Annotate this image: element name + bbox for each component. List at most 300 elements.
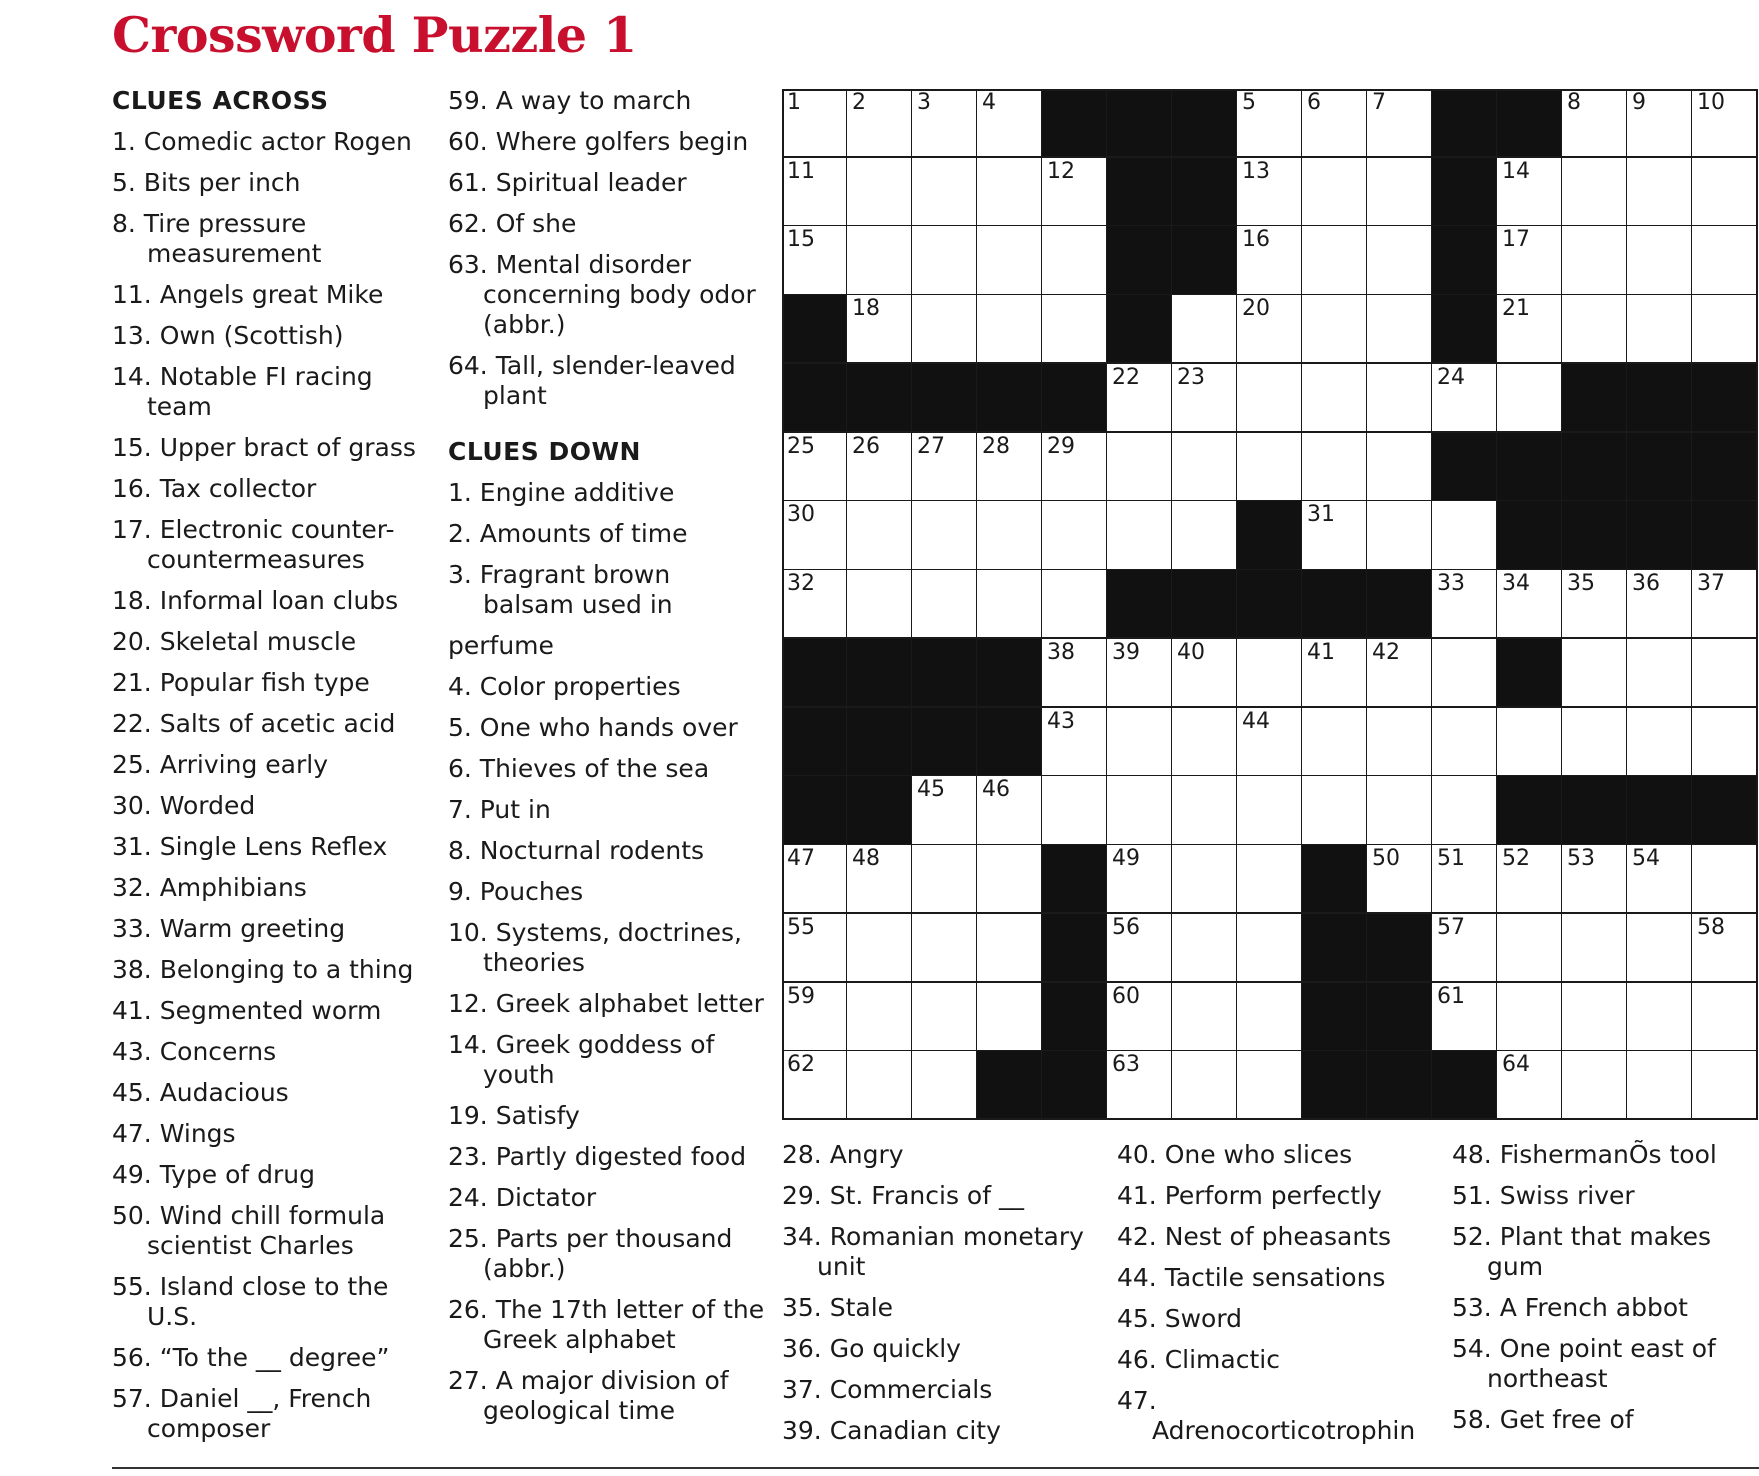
clue-item: 6. Thieves of the sea: [448, 754, 710, 783]
answer-square[interactable]: [1042, 433, 1108, 502]
answer-square[interactable]: [1172, 295, 1238, 364]
answer-square[interactable]: [977, 226, 1043, 295]
black-square: [1432, 226, 1498, 295]
answer-square[interactable]: [1692, 983, 1758, 1052]
square-number: 14: [1502, 158, 1530, 184]
clue-item: 14. Greek goddess of youth: [448, 1030, 715, 1089]
clue-item: 1. Comedic actor Rogen: [112, 127, 412, 156]
answer-square[interactable]: [977, 776, 1043, 845]
clue-item: 52. Plant that makes gum: [1452, 1222, 1712, 1281]
clue-item: 13. Own (Scottish): [112, 321, 344, 350]
clue-item: 36. Go quickly: [782, 1334, 961, 1363]
black-square: [1497, 776, 1563, 845]
black-square: [782, 295, 848, 364]
black-square: [847, 776, 913, 845]
clue-item: 30. Worded: [112, 791, 256, 820]
answer-square[interactable]: [1237, 158, 1303, 227]
clue-item: 42. Nest of pheasants: [1117, 1222, 1392, 1251]
answer-square[interactable]: [1367, 158, 1433, 227]
square-number: 23: [1177, 364, 1205, 390]
answer-square[interactable]: [977, 89, 1043, 158]
across-clue-list-1: [112, 127, 427, 1444]
answer-square[interactable]: [1432, 983, 1498, 1052]
clue-item: 34. Romanian monetary unit: [782, 1222, 1084, 1281]
clue-item: 2. Amounts of time: [448, 519, 688, 548]
clues-down-column-2: [782, 1140, 1092, 1457]
answer-square[interactable]: [1497, 983, 1563, 1052]
clue-item: 11. Angels great Mike: [112, 280, 384, 309]
answer-square[interactable]: [847, 226, 913, 295]
square-number: 8: [1567, 90, 1581, 115]
clue-item: 45. Sword: [1117, 1304, 1243, 1333]
answer-square[interactable]: [1042, 570, 1108, 639]
answer-square[interactable]: [1497, 295, 1563, 364]
clue-item: 24. Dictator: [448, 1183, 597, 1212]
answer-square[interactable]: [1302, 158, 1368, 227]
square-number: 15: [787, 227, 815, 253]
down-clue-list-3: [1117, 1140, 1427, 1446]
answer-square[interactable]: [1107, 364, 1173, 433]
clue-item: 63. Mental disorder concerning body odor (abbr.): [448, 250, 756, 339]
clue-item: 62. Of she: [448, 209, 577, 238]
answer-square[interactable]: [1497, 914, 1563, 983]
answer-square[interactable]: [1432, 501, 1498, 570]
square-number: 54: [1632, 846, 1660, 872]
black-square: [1172, 226, 1238, 295]
clues-down-column-3: [1117, 1140, 1427, 1457]
answer-square[interactable]: [1562, 639, 1628, 708]
square-number: 43: [1047, 708, 1075, 734]
black-square: [1627, 501, 1693, 570]
square-number: 52: [1502, 846, 1530, 872]
square-number: 28: [982, 433, 1010, 459]
answer-square[interactable]: [1302, 295, 1368, 364]
square-number: 27: [917, 433, 945, 459]
answer-square[interactable]: [847, 845, 913, 914]
answer-square[interactable]: [1107, 914, 1173, 983]
square-number: 9: [1632, 90, 1646, 115]
answer-square[interactable]: [847, 89, 913, 158]
clue-item: 22. Salts of acetic acid: [112, 709, 396, 738]
answer-square[interactable]: [782, 433, 848, 502]
clue-item: 20. Skeletal muscle: [112, 627, 357, 656]
answer-square[interactable]: [1172, 776, 1238, 845]
answer-square[interactable]: [1367, 845, 1433, 914]
black-square: [1497, 89, 1563, 158]
clue-item: 33. Warm greeting: [112, 914, 346, 943]
answer-square[interactable]: [1627, 89, 1693, 158]
clue-item: 48. FishermanÕs tool: [1452, 1140, 1717, 1169]
answer-square[interactable]: [1497, 708, 1563, 777]
answer-square[interactable]: [1497, 1051, 1563, 1120]
answer-square[interactable]: [912, 983, 978, 1052]
down-clue-list-1: [448, 478, 768, 1426]
square-number: 39: [1112, 639, 1140, 665]
black-square: [1237, 501, 1303, 570]
answer-square[interactable]: [1042, 708, 1108, 777]
answer-square[interactable]: [1107, 433, 1173, 502]
answer-square[interactable]: [782, 1051, 848, 1120]
clue-item: 53. A French abbot: [1452, 1293, 1688, 1322]
answer-square[interactable]: [1367, 708, 1433, 777]
clue-item: 18. Informal loan clubs: [112, 586, 399, 615]
answer-square[interactable]: [1302, 364, 1368, 433]
answer-square[interactable]: [1627, 708, 1693, 777]
black-square: [1302, 1051, 1368, 1120]
clue-item: 45. Audacious: [112, 1078, 289, 1107]
black-square: [1107, 89, 1173, 158]
clue-item: 55. Island close to the U.S.: [112, 1272, 389, 1331]
square-number: 47: [787, 846, 815, 872]
answer-square[interactable]: [1562, 708, 1628, 777]
answer-square[interactable]: [1367, 433, 1433, 502]
black-square: [1432, 433, 1498, 502]
answer-square[interactable]: [1692, 639, 1758, 708]
answer-square[interactable]: [1432, 776, 1498, 845]
footer-divider: [112, 1467, 1759, 1469]
clue-item: 40. One who slices: [1117, 1140, 1353, 1169]
black-square: [1562, 501, 1628, 570]
black-square: [1432, 89, 1498, 158]
answer-square[interactable]: [1562, 89, 1628, 158]
square-number: 2: [852, 90, 866, 115]
clues-across-column-1: [112, 86, 427, 1455]
black-square: [847, 708, 913, 777]
answer-square[interactable]: [1172, 845, 1238, 914]
answer-square[interactable]: [1627, 158, 1693, 227]
answer-square[interactable]: [1367, 295, 1433, 364]
clue-item: 4. Color properties: [448, 672, 681, 701]
black-square: [977, 1051, 1043, 1120]
answer-square[interactable]: [1237, 226, 1303, 295]
square-number: 25: [787, 433, 815, 459]
answer-square[interactable]: [782, 226, 848, 295]
clue-item: 61. Spiritual leader: [448, 168, 687, 197]
black-square: [977, 364, 1043, 433]
answer-square[interactable]: [1367, 501, 1433, 570]
answer-square[interactable]: [1432, 570, 1498, 639]
clue-item: 44. Tactile sensations: [1117, 1263, 1386, 1292]
answer-square[interactable]: [1367, 364, 1433, 433]
answer-square[interactable]: [1172, 639, 1238, 708]
answer-square[interactable]: [1107, 639, 1173, 708]
square-number: 63: [1112, 1052, 1140, 1078]
square-number: 11: [787, 158, 815, 184]
answer-square[interactable]: [1497, 364, 1563, 433]
answer-square[interactable]: [1692, 914, 1758, 983]
answer-square[interactable]: [847, 295, 913, 364]
square-number: 41: [1307, 639, 1335, 665]
answer-square[interactable]: [1237, 364, 1303, 433]
answer-square[interactable]: [1237, 845, 1303, 914]
answer-square[interactable]: [1302, 639, 1368, 708]
black-square: [1497, 501, 1563, 570]
answer-square[interactable]: [912, 158, 978, 227]
answer-square[interactable]: [1367, 226, 1433, 295]
answer-square[interactable]: [782, 158, 848, 227]
answer-square[interactable]: [847, 501, 913, 570]
answer-square[interactable]: [1562, 845, 1628, 914]
square-number: 26: [852, 433, 880, 459]
answer-square[interactable]: [782, 89, 848, 158]
answer-square[interactable]: [1692, 89, 1758, 158]
answer-square[interactable]: [1302, 501, 1368, 570]
black-square: [1302, 570, 1368, 639]
clue-item: 25. Parts per thousand (abbr.): [448, 1224, 733, 1283]
down-clue-list-2: [782, 1140, 1092, 1446]
answer-square[interactable]: [1562, 914, 1628, 983]
answer-square[interactable]: [1302, 226, 1368, 295]
puzzle-title: Crossword Puzzle 1: [112, 6, 637, 64]
clue-item: 46. Climactic: [1117, 1345, 1280, 1374]
answer-square[interactable]: [782, 501, 848, 570]
square-number: 44: [1242, 708, 1270, 734]
answer-square[interactable]: [1172, 983, 1238, 1052]
answer-square[interactable]: [1627, 295, 1693, 364]
clue-item: 1. Engine additive: [448, 478, 675, 507]
answer-square[interactable]: [912, 226, 978, 295]
answer-square[interactable]: [977, 501, 1043, 570]
answer-square[interactable]: [1562, 226, 1628, 295]
black-square: [1172, 89, 1238, 158]
answer-square[interactable]: [1042, 158, 1108, 227]
answer-square[interactable]: [1497, 570, 1563, 639]
black-square: [1302, 914, 1368, 983]
answer-square[interactable]: [1562, 1051, 1628, 1120]
answer-square[interactable]: [1172, 364, 1238, 433]
clue-item: 15. Upper bract of grass: [112, 433, 416, 462]
answer-square[interactable]: [1302, 776, 1368, 845]
clue-item: 38. Belonging to a thing: [112, 955, 414, 984]
answer-square[interactable]: [782, 570, 848, 639]
answer-square[interactable]: [977, 570, 1043, 639]
black-square: [1497, 639, 1563, 708]
answer-square[interactable]: [1172, 1051, 1238, 1120]
answer-square[interactable]: [1692, 158, 1758, 227]
answer-square[interactable]: [1692, 1051, 1758, 1120]
square-number: 4: [982, 90, 996, 115]
square-number: 37: [1697, 571, 1725, 597]
answer-square[interactable]: [1627, 639, 1693, 708]
black-square: [782, 776, 848, 845]
answer-square[interactable]: [1237, 708, 1303, 777]
answer-square[interactable]: [847, 1051, 913, 1120]
black-square: [1367, 983, 1433, 1052]
black-square: [847, 364, 913, 433]
answer-square[interactable]: [1042, 295, 1108, 364]
answer-square[interactable]: [977, 158, 1043, 227]
black-square: [847, 639, 913, 708]
answer-square[interactable]: [1237, 295, 1303, 364]
answer-square[interactable]: [1302, 433, 1368, 502]
answer-square[interactable]: [977, 914, 1043, 983]
answer-square[interactable]: [1107, 501, 1173, 570]
answer-square[interactable]: [782, 983, 848, 1052]
answer-square[interactable]: [1562, 983, 1628, 1052]
answer-square[interactable]: [1692, 295, 1758, 364]
answer-square[interactable]: [1042, 226, 1108, 295]
clue-item: 47. Adrenocorticotrophin: [1117, 1386, 1416, 1445]
answer-square[interactable]: [912, 433, 978, 502]
black-square: [1302, 983, 1368, 1052]
answer-square[interactable]: [1302, 89, 1368, 158]
answer-square[interactable]: [1692, 708, 1758, 777]
answer-square[interactable]: [912, 914, 978, 983]
black-square: [1692, 433, 1758, 502]
answer-square[interactable]: [912, 845, 978, 914]
square-number: 62: [787, 1052, 815, 1078]
down-header: CLUES DOWN: [448, 437, 641, 466]
square-number: 38: [1047, 639, 1075, 665]
answer-square[interactable]: [1237, 983, 1303, 1052]
square-number: 20: [1242, 296, 1270, 322]
answer-square[interactable]: [1627, 1051, 1693, 1120]
clue-item: perfume: [448, 631, 554, 660]
answer-square[interactable]: [1107, 983, 1173, 1052]
square-number: 6: [1307, 90, 1321, 115]
answer-square[interactable]: [1042, 501, 1108, 570]
square-number: 21: [1502, 296, 1530, 322]
answer-square[interactable]: [1172, 433, 1238, 502]
answer-square[interactable]: [1627, 914, 1693, 983]
square-number: 10: [1697, 90, 1725, 115]
square-number: 36: [1632, 571, 1660, 597]
answer-square[interactable]: [1627, 570, 1693, 639]
answer-square[interactable]: [782, 845, 848, 914]
clue-item: 37. Commercials: [782, 1375, 993, 1404]
answer-square[interactable]: [1367, 776, 1433, 845]
answer-square[interactable]: [1237, 433, 1303, 502]
answer-square[interactable]: [1562, 295, 1628, 364]
answer-square[interactable]: [1172, 501, 1238, 570]
clue-item: 16. Tax collector: [112, 474, 317, 503]
answer-square[interactable]: [1692, 845, 1758, 914]
answer-square[interactable]: [1172, 708, 1238, 777]
square-number: 13: [1242, 158, 1270, 184]
answer-square[interactable]: [912, 1051, 978, 1120]
square-number: 32: [787, 571, 815, 597]
clue-item: 32. Amphibians: [112, 873, 307, 902]
answer-square[interactable]: [912, 89, 978, 158]
black-square: [782, 708, 848, 777]
black-square: [977, 708, 1043, 777]
answer-square[interactable]: [1692, 570, 1758, 639]
answer-square[interactable]: [782, 914, 848, 983]
answer-square[interactable]: [847, 433, 913, 502]
black-square: [1562, 776, 1628, 845]
answer-square[interactable]: [1367, 639, 1433, 708]
square-number: 5: [1242, 90, 1256, 115]
clue-item: 12. Greek alphabet letter: [448, 989, 764, 1018]
answer-square[interactable]: [1237, 776, 1303, 845]
square-number: 7: [1372, 90, 1386, 115]
clue-item: 56. “To the __ degree”: [112, 1343, 390, 1372]
answer-square[interactable]: [1432, 845, 1498, 914]
answer-square[interactable]: [1237, 89, 1303, 158]
answer-square[interactable]: [1042, 776, 1108, 845]
square-number: 17: [1502, 227, 1530, 253]
square-number: 48: [852, 846, 880, 872]
clue-item: 59. A way to march: [448, 86, 692, 115]
answer-square[interactable]: [1432, 914, 1498, 983]
answer-square[interactable]: [1432, 708, 1498, 777]
black-square: [1042, 1051, 1108, 1120]
answer-square[interactable]: [1172, 914, 1238, 983]
answer-square[interactable]: [1562, 158, 1628, 227]
answer-square[interactable]: [1107, 776, 1173, 845]
answer-square[interactable]: [1432, 364, 1498, 433]
black-square: [1627, 364, 1693, 433]
answer-square[interactable]: [1627, 983, 1693, 1052]
answer-square[interactable]: [912, 776, 978, 845]
answer-square[interactable]: [1042, 639, 1108, 708]
answer-square[interactable]: [847, 570, 913, 639]
answer-square[interactable]: [912, 570, 978, 639]
clue-item: 9. Pouches: [448, 877, 584, 906]
square-number: 1: [787, 90, 801, 115]
square-number: 3: [917, 90, 931, 115]
answer-square[interactable]: [1302, 708, 1368, 777]
answer-square[interactable]: [1107, 845, 1173, 914]
answer-square[interactable]: [912, 295, 978, 364]
black-square: [1562, 433, 1628, 502]
answer-square[interactable]: [1107, 1051, 1173, 1120]
answer-square[interactable]: [847, 158, 913, 227]
answer-square[interactable]: [977, 845, 1043, 914]
clue-item: 60. Where golfers begin: [448, 127, 749, 156]
answer-square[interactable]: [1432, 639, 1498, 708]
answer-square[interactable]: [847, 914, 913, 983]
answer-square[interactable]: [847, 983, 913, 1052]
black-square: [782, 639, 848, 708]
answer-square[interactable]: [1692, 226, 1758, 295]
answer-square[interactable]: [1237, 914, 1303, 983]
clues-column-2: [448, 86, 768, 1437]
clue-item: 17. Electronic counter-countermeasures: [112, 515, 395, 574]
black-square: [912, 364, 978, 433]
answer-square[interactable]: [1237, 1051, 1303, 1120]
answer-square[interactable]: [1562, 570, 1628, 639]
answer-square[interactable]: [1497, 845, 1563, 914]
clue-item: 64. Tall, slender-leaved plant: [448, 351, 736, 410]
answer-square[interactable]: [1237, 639, 1303, 708]
black-square: [1042, 364, 1108, 433]
answer-square[interactable]: [1627, 845, 1693, 914]
square-number: 24: [1437, 364, 1465, 390]
black-square: [1042, 845, 1108, 914]
clue-item: 41. Perform perfectly: [1117, 1181, 1382, 1210]
answer-square[interactable]: [1367, 89, 1433, 158]
answer-square[interactable]: [1627, 226, 1693, 295]
answer-square[interactable]: [977, 433, 1043, 502]
answer-square[interactable]: [977, 295, 1043, 364]
square-number: 55: [787, 914, 815, 940]
black-square: [1367, 914, 1433, 983]
answer-square[interactable]: [1107, 708, 1173, 777]
square-number: 42: [1372, 639, 1400, 665]
clue-item: 8. Nocturnal rodents: [448, 836, 705, 865]
black-square: [1432, 1051, 1498, 1120]
black-square: [1237, 570, 1303, 639]
answer-square[interactable]: [912, 501, 978, 570]
black-square: [1497, 433, 1563, 502]
answer-square[interactable]: [1497, 226, 1563, 295]
black-square: [1432, 295, 1498, 364]
black-square: [782, 364, 848, 433]
answer-square[interactable]: [1497, 158, 1563, 227]
answer-square[interactable]: [977, 983, 1043, 1052]
square-number: 12: [1047, 158, 1075, 184]
